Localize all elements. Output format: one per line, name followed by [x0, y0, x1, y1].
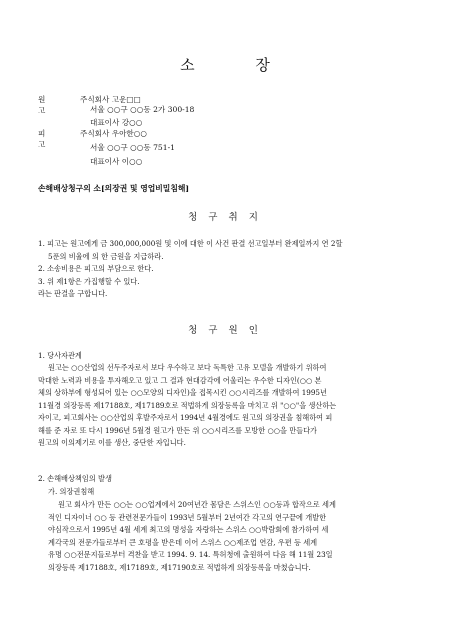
body-line: 해를 준 자로 또 다시 1996년 5월경 원고가 만든 위 ○○시리즈를 모방한 ○○을 만들다가: [38, 425, 318, 435]
claims-list: [38, 238, 342, 301]
section-2-heading: 2. 손해배상책임의 발생: [38, 474, 112, 483]
body-line: 원고의 이의제기로 이를 생산, 중단한 자입니다.: [38, 438, 186, 447]
body-line: 원고는 ○○산업의 선두주자로서 보다 우수하고 보다 독특한 고유 모델을 개발하기 위하여: [48, 363, 327, 372]
claim-line: 라는 판결을 구합니다.: [38, 289, 108, 298]
body-line: 원고 회사가 만든 ○○는 ○○업계에서 20여년간 몸담은 스위스인 ○○등과 합작으로 세계: [58, 500, 336, 509]
body-line: 계각국의 전문가들로부터 큰 호평을 받은데 이어 스위스 ○○제조업 연감, 우편 등 세계: [48, 537, 318, 547]
body-line: 유명 ○○전문지들로부터 격찬을 받고 1994. 9. 14. 특허청에 출원하여 다음 해 11월 23일: [48, 550, 333, 559]
defendant-representative: 대표이사 이○○: [90, 157, 143, 166]
claim-line: 2. 소송비용은 피고의 부담으로 한다.: [38, 264, 154, 273]
plaintiff-name: 주식회사 고운□□: [80, 95, 141, 104]
body-line: 막대한 노력과 비용을 투자해오고 있고 그 결과 현대감각에 어울리는 우수한 디자인(○○ 본: [38, 375, 322, 385]
body-line: 11월경 의장등록 제17188호, 제17189호로 적법하게 의장등록을 마치고 위 "○○"을 생산하는: [38, 400, 337, 410]
claim-line: 3. 위 제1항은 가집행할 수 있다.: [38, 276, 140, 286]
plaintiff-representative: 대표이사 강○○: [90, 118, 143, 127]
claim-line: 1. 피고는 원고에게 금 300,000,000원 및 이에 대한 이 사건 판결 선고일부터 완제일까지 연 2할: [38, 239, 343, 248]
plaintiff-role: 원고: [38, 95, 60, 115]
section-2-subheading: 가. 의장권침해: [48, 487, 95, 496]
defendant-role: 피고: [38, 129, 60, 149]
claim-line: 5푼의 비율에 의 한 금원을 지급하라.: [48, 251, 164, 261]
claim-heading: 청 구 취 지: [188, 212, 262, 223]
cause-heading: 청 구 원 인: [188, 325, 262, 336]
defendant-name: 주식회사 우아한○○: [80, 129, 148, 138]
section-1-heading: 1. 당사자관계: [38, 351, 82, 360]
section-1-body: [38, 362, 336, 450]
document-title: 소 장: [180, 56, 298, 74]
body-line: 의장등록 제17188호, 제17189호, 제17190호로 적법하게 의장등록을 마쳤습니다.: [48, 562, 311, 572]
body-line: 적인 디자이너 ○○ 등 관련전문가들이 1993년 5월부터 2년여간 각고의 연구끝에 개발한: [48, 512, 327, 522]
section-2-body: [48, 499, 336, 574]
body-line: 야심작으로서 1995년 4월 세계 최고의 명성을 자랑하는 스위스 ○○박람회에 참가하여 세: [48, 525, 329, 534]
body-line: 자이고, 피고회사는 ○○산업의 후발주자로서 1994년 4월경에도 원고의 의장권을 침해하여 피: [38, 413, 333, 422]
case-title: 손해배상청구의 소[의장권 및 영업비밀침해]: [38, 184, 190, 193]
plaintiff-address: 서울 ○○구 ○○동 2가 300-18: [90, 105, 195, 114]
body-line: 체의 상하부에 형성되어 있는 ○○모양의 디자인)을 접목시킨 ○○시리즈를 개발하여 1995년: [38, 388, 327, 397]
defendant-address: 서울 ○○구 ○○동 751-1: [90, 143, 175, 152]
